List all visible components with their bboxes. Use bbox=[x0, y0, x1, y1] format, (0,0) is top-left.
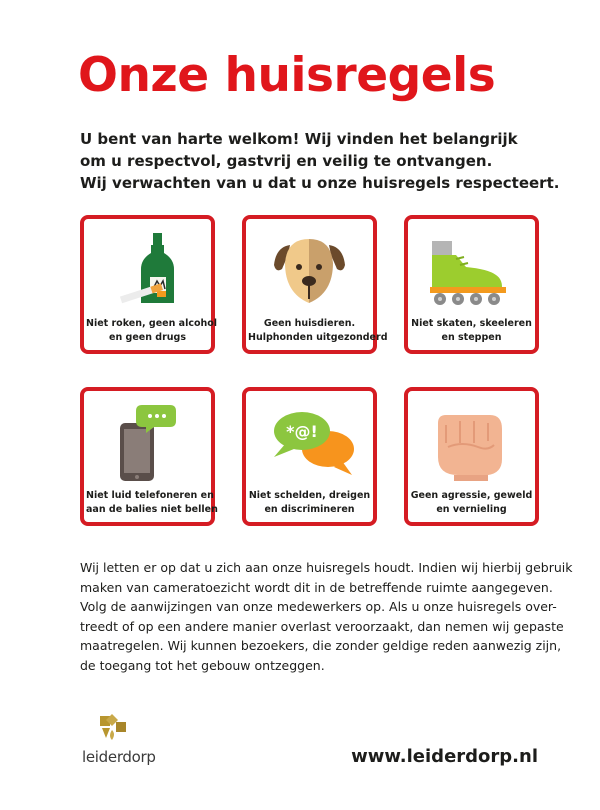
intro-line: U bent van harte welkom! Wij vinden het belangrijk bbox=[80, 130, 518, 148]
website-link[interactable]: www.leiderdorp.nl bbox=[351, 746, 538, 767]
dog-icon bbox=[246, 219, 373, 311]
intro-line: Wij verwachten van u dat u onze huisregels respecteert. bbox=[80, 174, 560, 192]
body-text bbox=[80, 558, 573, 675]
body-line: Volg de aanwijzingen van onze medewerkers op. Als u onze huisregels over- bbox=[80, 599, 557, 614]
no-smoking-alcohol-icon bbox=[84, 219, 211, 311]
body-line: maatregelen. Wij kunnen bezoekers, die zonder geldige reden aanwezig zijn, bbox=[80, 638, 562, 653]
fist-icon bbox=[408, 391, 535, 483]
body-line: Wij letten er op dat u zich aan onze huisregels houdt. Indien wij hierbij gebruik bbox=[80, 560, 573, 575]
page-title: Onze huisregels bbox=[78, 48, 496, 103]
phone-chat-icon bbox=[84, 391, 211, 483]
rule-label: Niet roken, geen alcohol en geen drugs bbox=[86, 318, 218, 343]
rule-card-no-aggression bbox=[404, 387, 539, 526]
rule-card-no-swearing bbox=[242, 387, 377, 526]
rule-label: Niet schelden, dreigen en discrimineren bbox=[248, 490, 371, 515]
rule-label: Geen huisdieren. Hulphonden uitgezonderd bbox=[248, 318, 388, 343]
rule-label: Niet skaten, skeeleren en steppen bbox=[411, 318, 532, 343]
leiderdorp-logo bbox=[82, 712, 162, 772]
intro-line: om u respectvol, gastvrij en veilig te ontvangen. bbox=[80, 152, 493, 170]
coat-of-arms-icon bbox=[98, 712, 128, 742]
body-line: treedt of op een andere manier overlast veroorzaakt, dan nemen wij gepaste bbox=[80, 618, 564, 634]
logo-text: leiderdorp bbox=[82, 748, 156, 766]
swearing-speech-bubbles-icon bbox=[246, 391, 373, 483]
rule-label: Niet luid telefoneren en aan de balies niet bellen bbox=[86, 490, 218, 515]
body-line: de toegang tot het gebouw ontzeggen. bbox=[80, 657, 325, 673]
body-line: maken van cameratoezicht wordt dit in de betreffende ruimte aangegeven. bbox=[80, 579, 553, 595]
intro-text bbox=[80, 128, 560, 194]
rule-label: Geen agressie, geweld en vernieling bbox=[410, 490, 533, 515]
rule-card-no-phone bbox=[80, 387, 218, 526]
rule-card-no-skating bbox=[404, 215, 539, 354]
rule-card-no-smoking bbox=[80, 215, 218, 354]
inline-skate-icon bbox=[408, 219, 535, 311]
swearing-symbols: *@! bbox=[286, 422, 318, 441]
rule-card-no-pets bbox=[242, 215, 388, 354]
